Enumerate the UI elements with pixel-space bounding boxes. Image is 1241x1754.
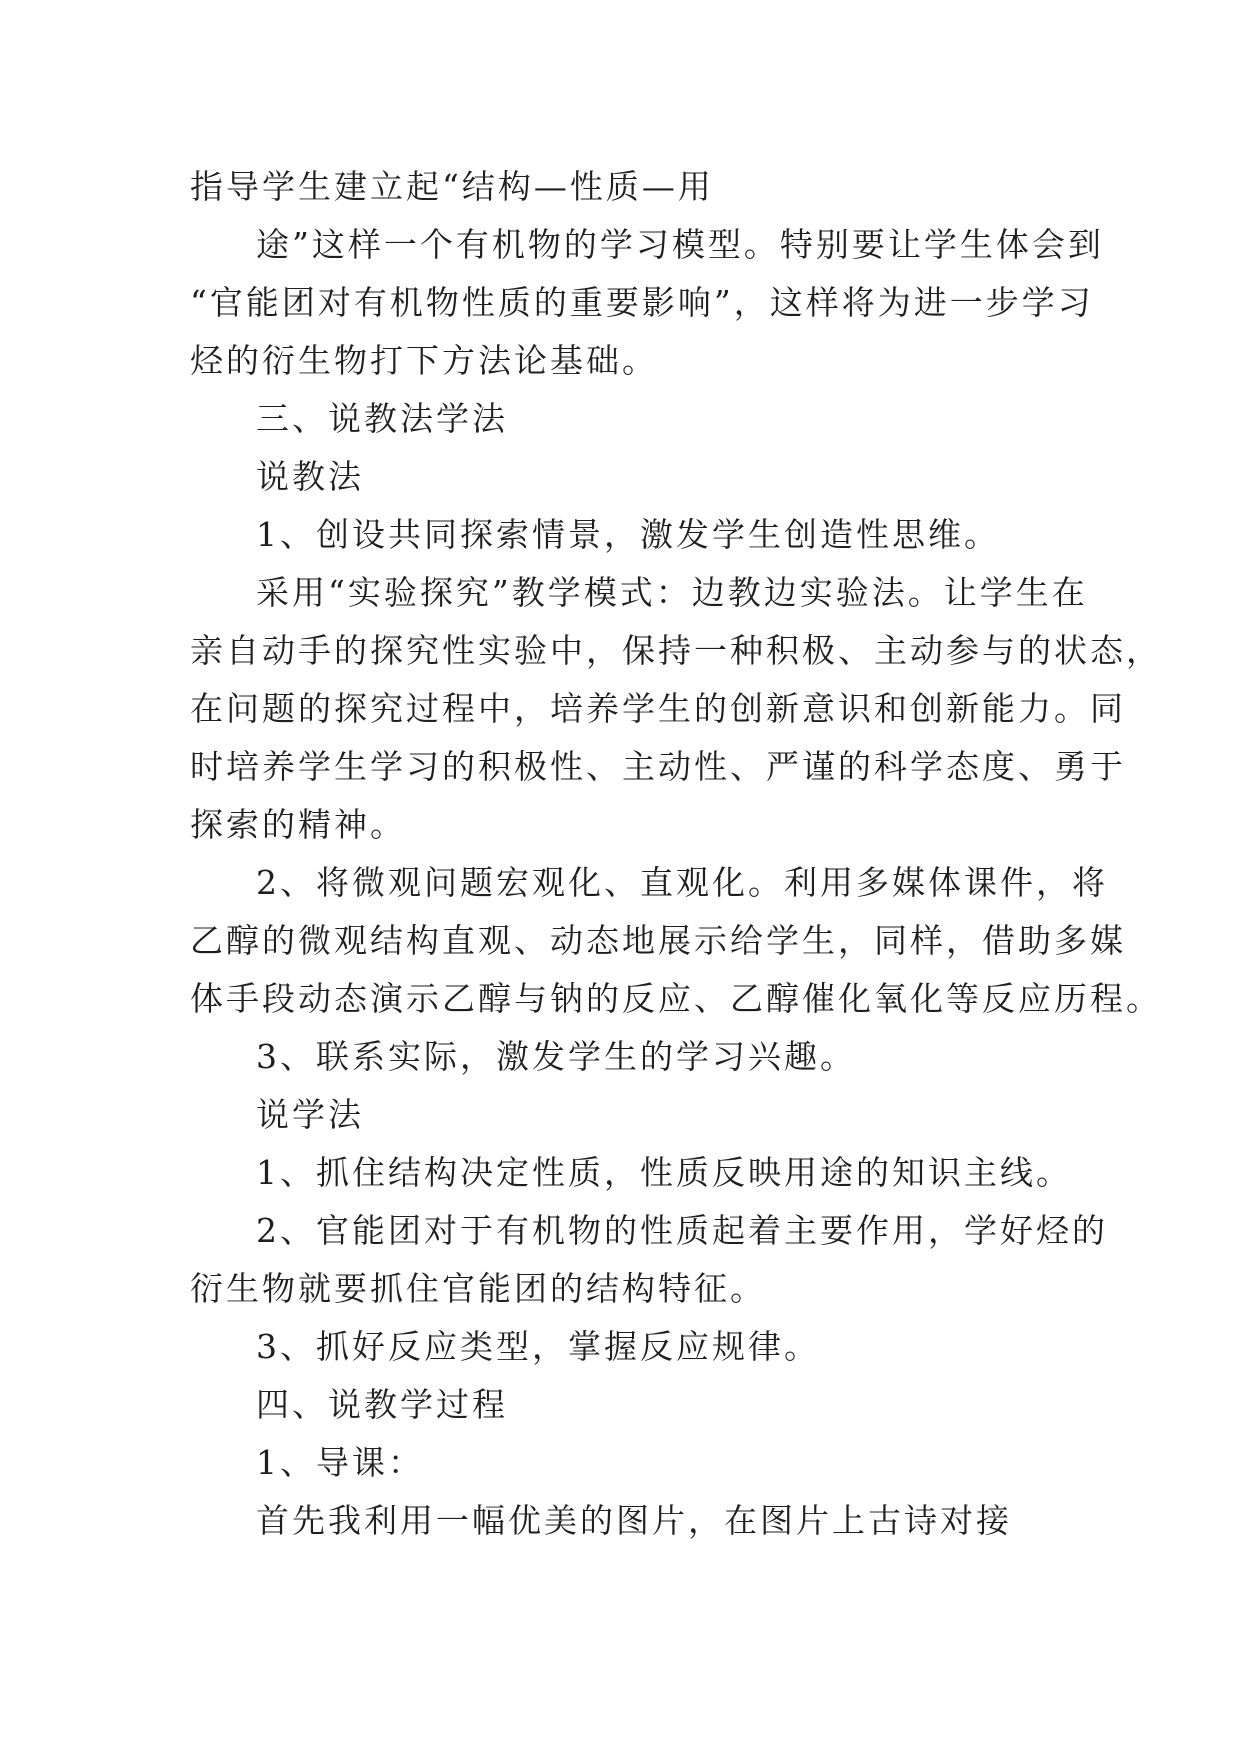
text-line: 亲自动手的探究性实验中，保持一种积极、主动参与的状态， <box>190 631 1162 670</box>
text-line: 1、抓住结构决定性质，性质反映用途的知识主线。 <box>256 1153 1072 1192</box>
text-line: 1、创设共同探索情景，激发学生创造性思维。 <box>256 515 1000 554</box>
document-body <box>190 158 1162 1550</box>
text-line: 衍生物就要抓住官能团的结构特征。 <box>190 1269 766 1308</box>
subsection-heading: 说教法 <box>256 457 364 496</box>
text-line: 途”这样一个有机物的学习模型。特别要让学生体会到 <box>256 225 1104 264</box>
text-line: 2、官能团对于有机物的性质起着主要作用，学好烃的 <box>256 1211 1108 1250</box>
subsection-heading: 说学法 <box>256 1095 364 1134</box>
text-line: 1、导课： <box>256 1443 424 1482</box>
text-line: 3、联系实际，激发学生的学习兴趣。 <box>256 1037 856 1076</box>
section-heading: 四、说教学过程 <box>256 1385 508 1424</box>
text-line: 2、将微观问题宏观化、直观化。利用多媒体课件，将 <box>256 863 1108 902</box>
section-heading: 三、说教法学法 <box>256 399 508 438</box>
text-line: “官能团对有机物性质的重要影响”，这样将为进一步学习 <box>190 283 1094 322</box>
text-line: 指导学生建立起“结构—性质—用 <box>190 167 714 206</box>
text-line: 在问题的探究过程中，培养学生的创新意识和创新能力。同 <box>190 689 1126 728</box>
text-line: 探索的精神。 <box>190 805 406 844</box>
text-line: 3、抓好反应类型，掌握反应规律。 <box>256 1327 820 1366</box>
text-line: 采用“实验探究”教学模式：边教边实验法。让学生在 <box>256 573 1088 612</box>
text-line: 体手段动态演示乙醇与钠的反应、乙醇催化氧化等反应历程。 <box>190 979 1162 1018</box>
text-line: 乙醇的微观结构直观、动态地展示给学生，同样，借助多媒 <box>190 921 1126 960</box>
text-line: 首先我利用一幅优美的图片，在图片上古诗对接 <box>256 1501 1012 1540</box>
text-line: 烃的衍生物打下方法论基础。 <box>190 341 658 380</box>
text-line: 时培养学生学习的积极性、主动性、严谨的科学态度、勇于 <box>190 747 1126 786</box>
